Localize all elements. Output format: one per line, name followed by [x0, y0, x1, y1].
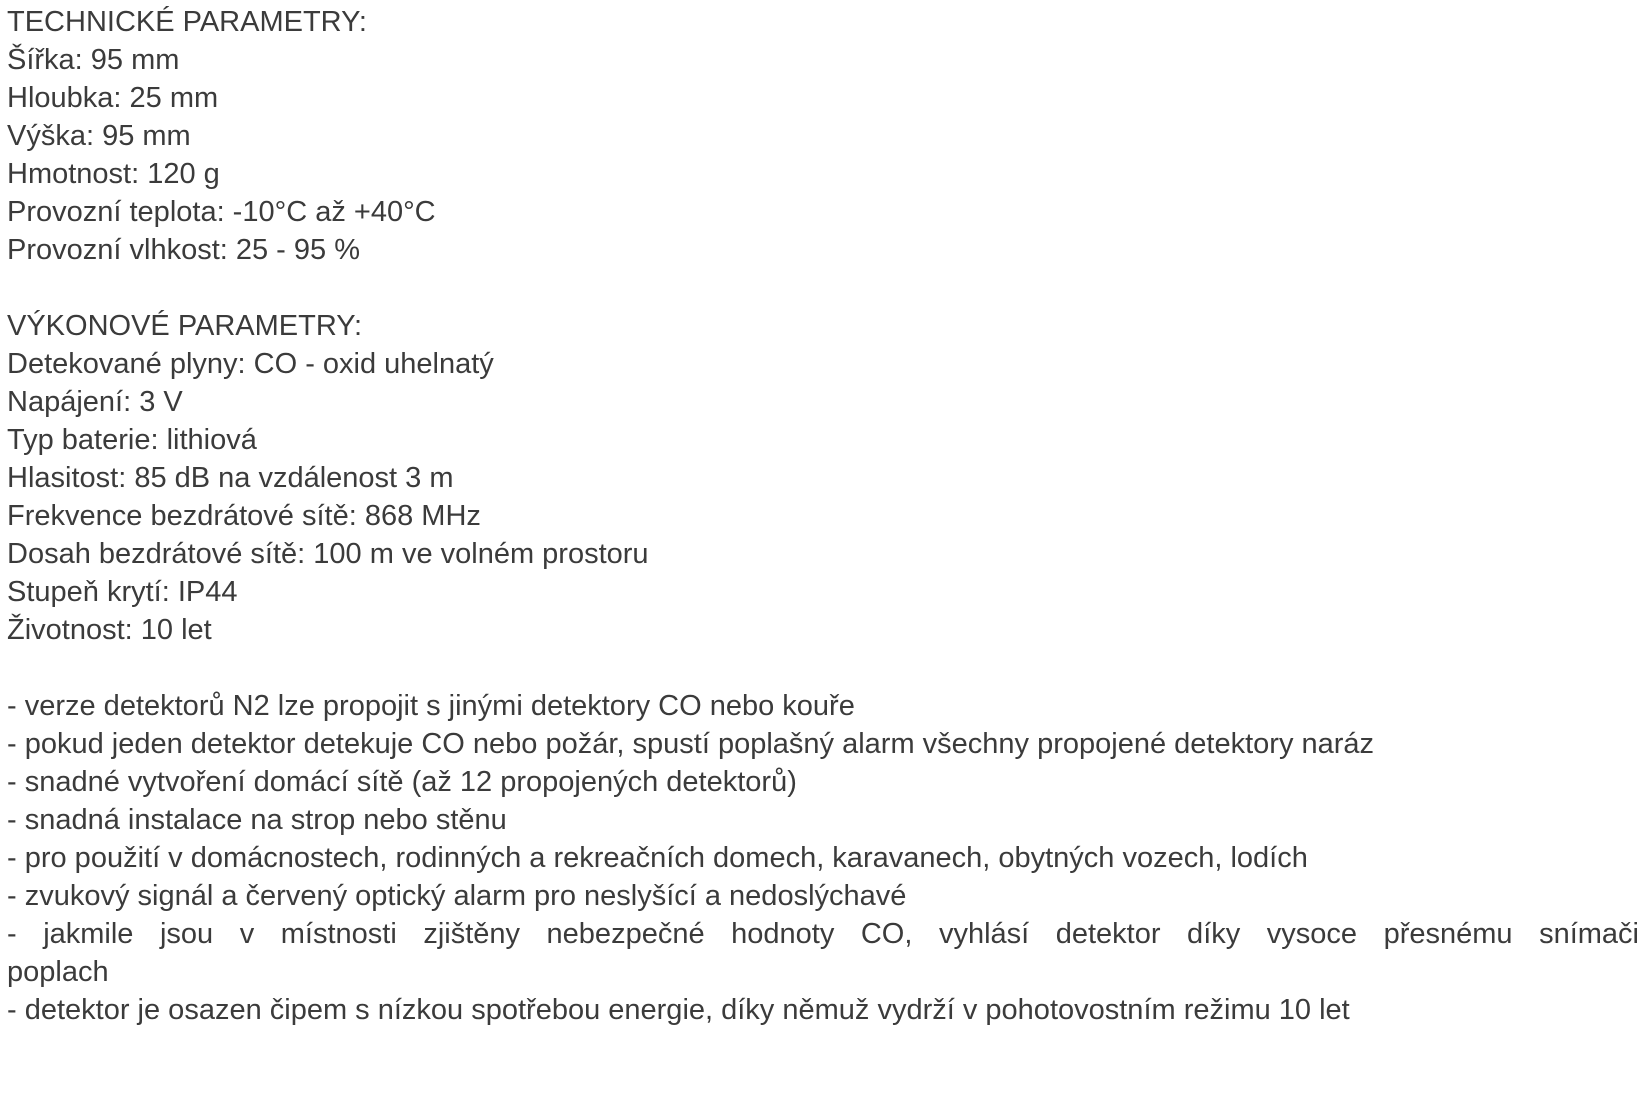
- spec-loudness: Hlasitost: 85 dB na vzdálenost 3 m: [7, 462, 454, 494]
- section-spacer: [7, 649, 1639, 687]
- technical-heading: TECHNICKÉ PARAMETRY:: [7, 6, 367, 38]
- spec-depth: Hloubka: 25 mm: [7, 82, 219, 114]
- performance-heading: VÝKONOVÉ PARAMETRY:: [7, 310, 363, 342]
- feature-item: - zvukový signál a červený optický alarm pro neslyšící a nedoslýchavé: [7, 880, 907, 912]
- feature-item: - verze detektorů N2 lze propojit s jinými detektory CO nebo kouře: [7, 690, 855, 722]
- feature-item: - pro použití v domácnostech, rodinných a rekreačních domech, karavanech, obytných vozech, lodích: [7, 842, 1308, 874]
- spec-ingress-protection: Stupeň krytí: IP44: [7, 576, 238, 608]
- spec-lifetime: Životnost: 10 let: [7, 614, 212, 646]
- feature-item: - snadné vytvoření domácí sítě (až 12 propojených detektorů): [7, 766, 797, 798]
- feature-item-continuation: poplach: [7, 956, 109, 988]
- feature-item: - jakmile jsou v místnosti zjištěny nebezpečné hodnoty CO, vyhlásí detektor díky vysoce přesnému snímači: [7, 918, 1639, 950]
- spec-wireless-frequency: Frekvence bezdrátové sítě: 868 MHz: [7, 500, 481, 532]
- spec-width: Šířka: 95 mm: [7, 44, 180, 76]
- spec-detected-gases: Detekované plyny: CO - oxid uhelnatý: [7, 348, 494, 380]
- spec-weight: Hmotnost: 120 g: [7, 158, 220, 190]
- section-spacer: [7, 269, 1639, 307]
- spec-power-supply: Napájení: 3 V: [7, 386, 183, 418]
- spec-wireless-range: Dosah bezdrátové sítě: 100 m ve volném prostoru: [7, 538, 649, 570]
- product-spec-document: [7, 3, 1639, 1029]
- spec-height: Výška: 95 mm: [7, 120, 191, 152]
- feature-item: - snadná instalace na strop nebo stěnu: [7, 804, 507, 836]
- spec-battery-type: Typ baterie: lithiová: [7, 424, 257, 456]
- spec-operating-temperature: Provozní teplota: -10°C až +40°C: [7, 196, 436, 228]
- feature-item: - pokud jeden detektor detekuje CO nebo požár, spustí poplašný alarm všechny propojené detektory naráz: [7, 728, 1375, 760]
- feature-item: - detektor je osazen čipem s nízkou spotřebou energie, díky němuž vydrží v pohotovostním režimu 10 let: [7, 994, 1350, 1026]
- spec-operating-humidity: Provozní vlhkost: 25 - 95 %: [7, 234, 360, 266]
